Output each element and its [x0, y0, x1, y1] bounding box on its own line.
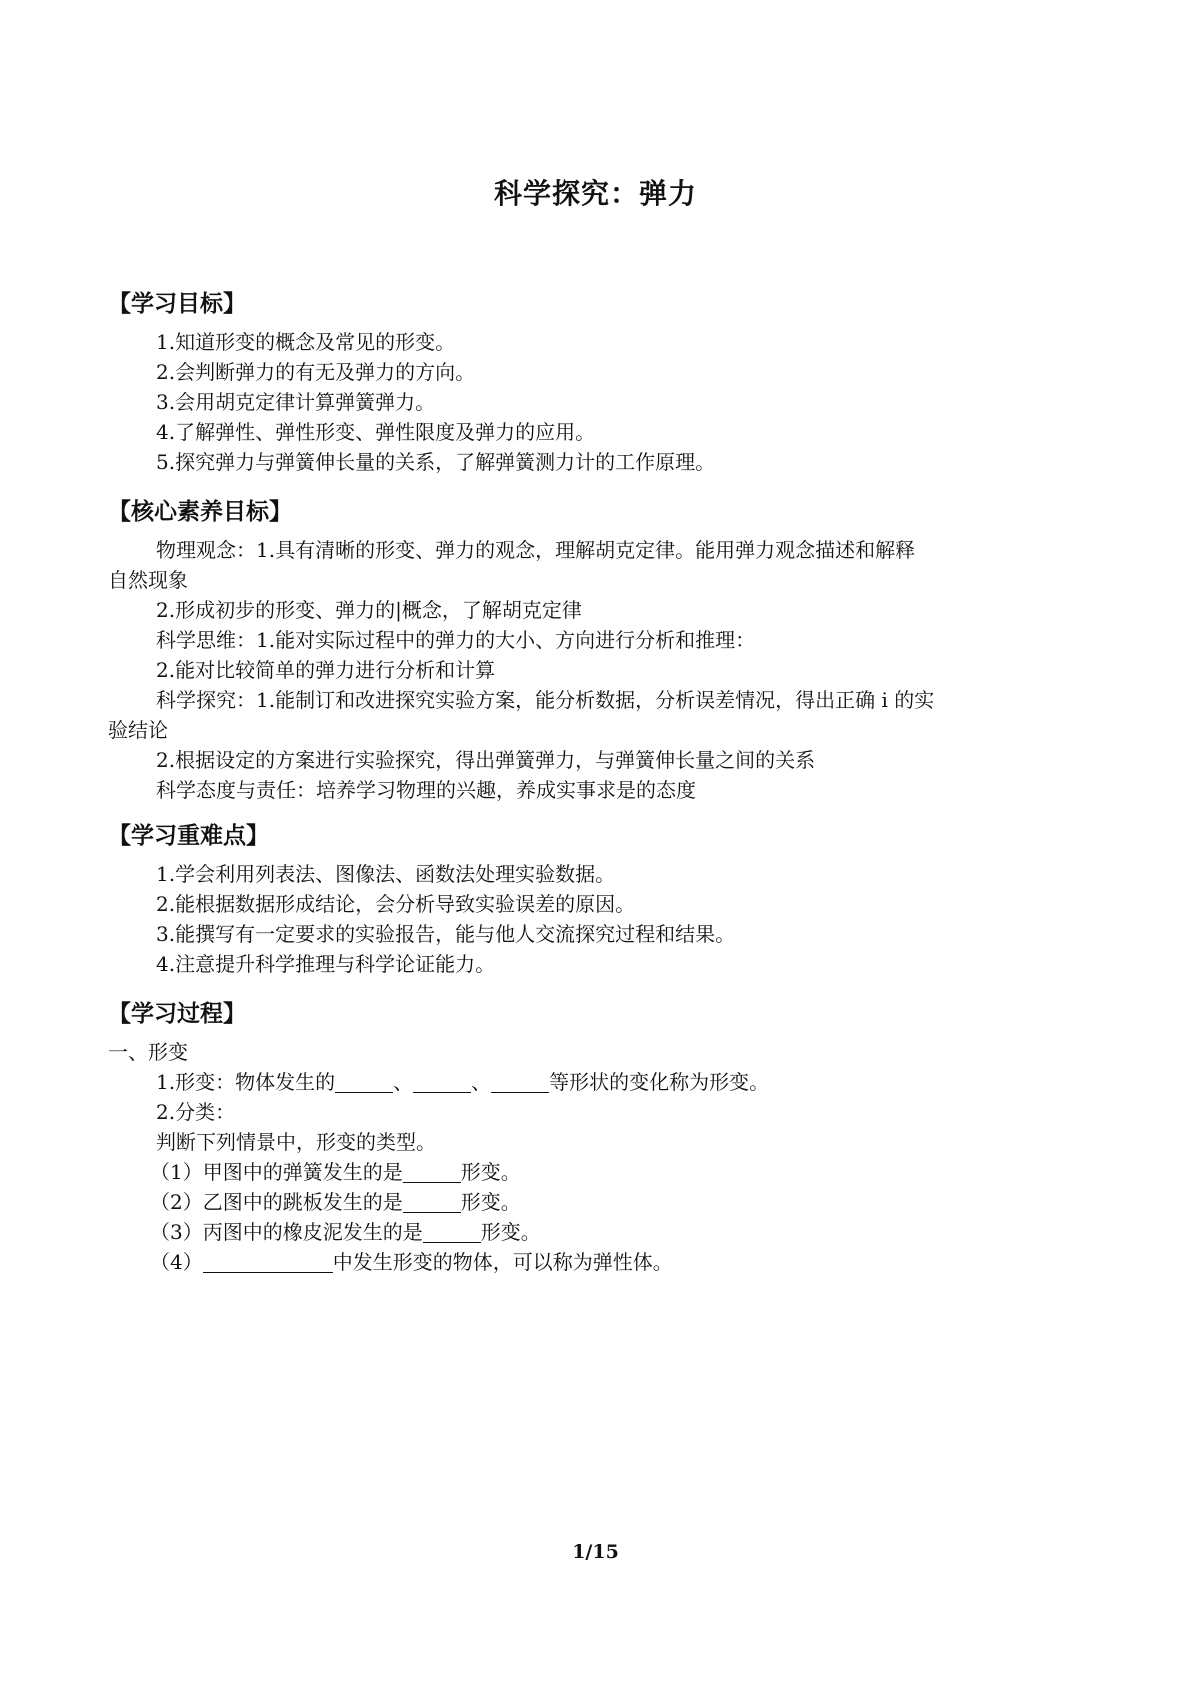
question-1: [150, 1160, 521, 1184]
question-4-text: （4）: [150, 1250, 203, 1274]
heading-learning-process: 【学习过程】: [108, 1001, 246, 1027]
definition-line: [156, 1070, 769, 1094]
heading-key-points: 【学习重难点】: [108, 823, 269, 849]
fill-blank[interactable]: [403, 1162, 461, 1183]
keypoint-item: 4.注意提升科学推理与科学论证能力。: [156, 952, 496, 976]
question-3: [150, 1220, 541, 1244]
objective-item: 1.知道形变的概念及常见的形变。: [156, 330, 456, 354]
core-line: 自然现象: [108, 568, 188, 592]
judge-instruction: 判断下列情景中，形变的类型。: [156, 1130, 436, 1154]
core-line: 验结论: [108, 718, 168, 742]
core-line: 科学思维：1.能对实际过程中的弹力的大小、方向进行分析和推理：: [156, 628, 756, 652]
heading-objectives: 【学习目标】: [108, 291, 246, 317]
question-suffix: 形变。: [480, 1220, 541, 1244]
fill-blank[interactable]: [491, 1072, 549, 1093]
question-suffix: 形变。: [460, 1190, 521, 1214]
question-4: [150, 1250, 673, 1274]
fill-blank[interactable]: [403, 1192, 461, 1213]
objective-item: 5.探究弹力与弹簧伸长量的关系，了解弹簧测力计的工作原理。: [156, 450, 716, 474]
question-3-text: （3）丙图中的橡皮泥发生的是: [150, 1220, 423, 1244]
question-suffix: 形变。: [460, 1160, 521, 1184]
fill-blank[interactable]: [413, 1072, 471, 1093]
core-line: 2.能对比较简单的弹力进行分析和计算: [156, 658, 496, 682]
core-line: 2.形成初步的形变、弹力的|概念，了解胡克定律: [156, 598, 582, 622]
objective-item: 4.了解弹性、弹性形变、弹性限度及弹力的应用。: [156, 420, 596, 444]
core-line: 科学探究：1.能制订和改进探究实验方案，能分析数据，分析误差情况，得出正确 i 的实: [156, 688, 935, 712]
fill-blank[interactable]: [203, 1252, 333, 1273]
fill-blank[interactable]: [335, 1072, 393, 1093]
core-line: 科学态度与责任：培养学习物理的兴趣，养成实事求是的态度: [156, 778, 696, 802]
objective-item: 3.会用胡克定律计算弹簧弹力。: [156, 390, 436, 414]
heading-core-literacy: 【核心素养目标】: [108, 499, 292, 525]
core-line: 2.根据设定的方案进行实验探究，得出弹簧弹力，与弹簧伸长量之间的关系: [156, 748, 816, 772]
document-title: 科学探究：弹力: [493, 177, 697, 210]
classification-label: 2.分类：: [156, 1100, 236, 1124]
separator: 、: [393, 1070, 414, 1094]
question-1-text: （1）甲图中的弹簧发生的是: [150, 1160, 403, 1184]
definition-prefix: 1.形变：物体发生的: [156, 1070, 336, 1094]
definition-suffix: 等形状的变化称为形变。: [549, 1070, 770, 1094]
core-line: 物理观念：1.具有清晰的形变、弹力的观念，理解胡克定律。能用弹力观念描述和解释: [156, 538, 916, 562]
separator: 、: [471, 1070, 492, 1094]
keypoint-item: 3.能撰写有一定要求的实验报告，能与他人交流探究过程和结果。: [156, 922, 736, 946]
part-title-deformation: 一、形变: [108, 1040, 188, 1064]
keypoint-item: 2.能根据数据形成结论，会分析导致实验误差的原因。: [156, 892, 636, 916]
question-2: [150, 1190, 521, 1214]
page-number: 1/15: [572, 1541, 619, 1563]
fill-blank[interactable]: [423, 1222, 481, 1243]
question-4-suffix: 中发生形变的物体，可以称为弹性体。: [332, 1250, 673, 1274]
question-2-text: （2）乙图中的跳板发生的是: [150, 1190, 403, 1214]
objective-item: 2.会判断弹力的有无及弹力的方向。: [156, 360, 476, 384]
keypoint-item: 1.学会利用列表法、图像法、函数法处理实验数据。: [156, 862, 616, 886]
